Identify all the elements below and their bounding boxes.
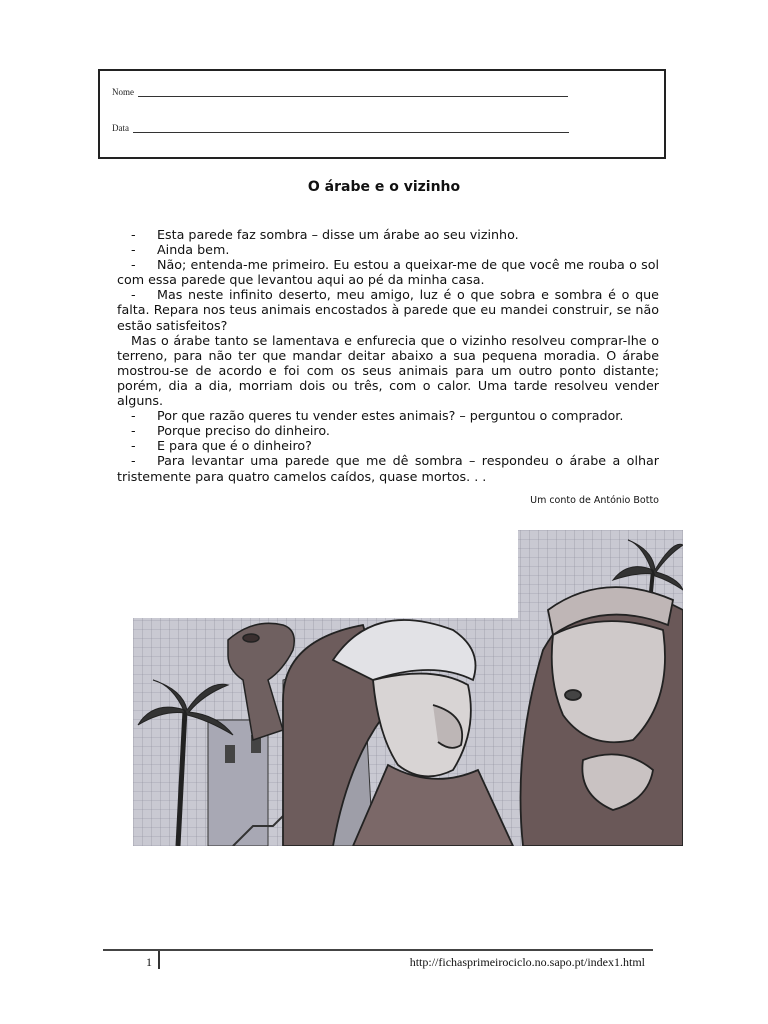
narrative-paragraph: Mas o árabe tanto se lamentava e enfurecia que o vizinho resolveu comprar-lhe o terreno, para não ter que mandar deitar abaixo a sua pequena moradia. O árabe mostrou-se de acordo e foi com os seus animais para um outro ponto distante; porém, dia a dia, morriam dois ou três, com o calor. Uma tarde resolveu vender alguns. [117, 332, 659, 409]
date-line [133, 123, 569, 133]
page-number: 1 [146, 955, 152, 969]
story-body [117, 227, 659, 484]
story-title: O árabe e o vizinho [307, 179, 461, 195]
dialog-line: - Não; entenda-me primeiro. Eu estou a queixar-me de que você me rouba o sol com essa parede que levantou aqui ao pé da minha casa. [117, 257, 659, 288]
name-field[interactable] [112, 87, 568, 97]
name-label: Nome [112, 87, 134, 97]
dialog-line: - Mas neste infinito deserto, meu amigo, luz é o que sobra e sombra é o que falta. Repara nos teus animais encostados à parede que eu mandei construir, se não estão satisfeitos? [117, 287, 659, 333]
student-info-box [98, 69, 666, 159]
author-credit: Um conto de António Botto [530, 495, 659, 506]
dialog-line: - Para levantar uma parede que me dê sombra – respondeu o árabe a olhar tristemente para quatro camelos caídos, quase mortos. . . [117, 453, 659, 484]
dialog-line: - Porque preciso do dinheiro. [131, 423, 330, 439]
dialog-line: - Por que razão queres tu vender estes animais? – perguntou o comprador. [131, 408, 624, 424]
dialog-line: - Esta parede faz sombra – disse um árabe ao seu vizinho. [131, 227, 519, 242]
date-field[interactable] [112, 123, 569, 133]
footer-rule [103, 949, 653, 951]
name-line [138, 87, 568, 97]
footer-url[interactable]: http://fichasprimeirociclo.no.sapo.pt/index1.html [409, 955, 645, 969]
dialog-line: - Ainda bem. [131, 242, 230, 258]
story-illustration [133, 530, 683, 846]
dialog-line: - E para que é o dinheiro? [131, 438, 312, 454]
date-label: Data [112, 123, 129, 133]
page-separator [158, 951, 160, 969]
